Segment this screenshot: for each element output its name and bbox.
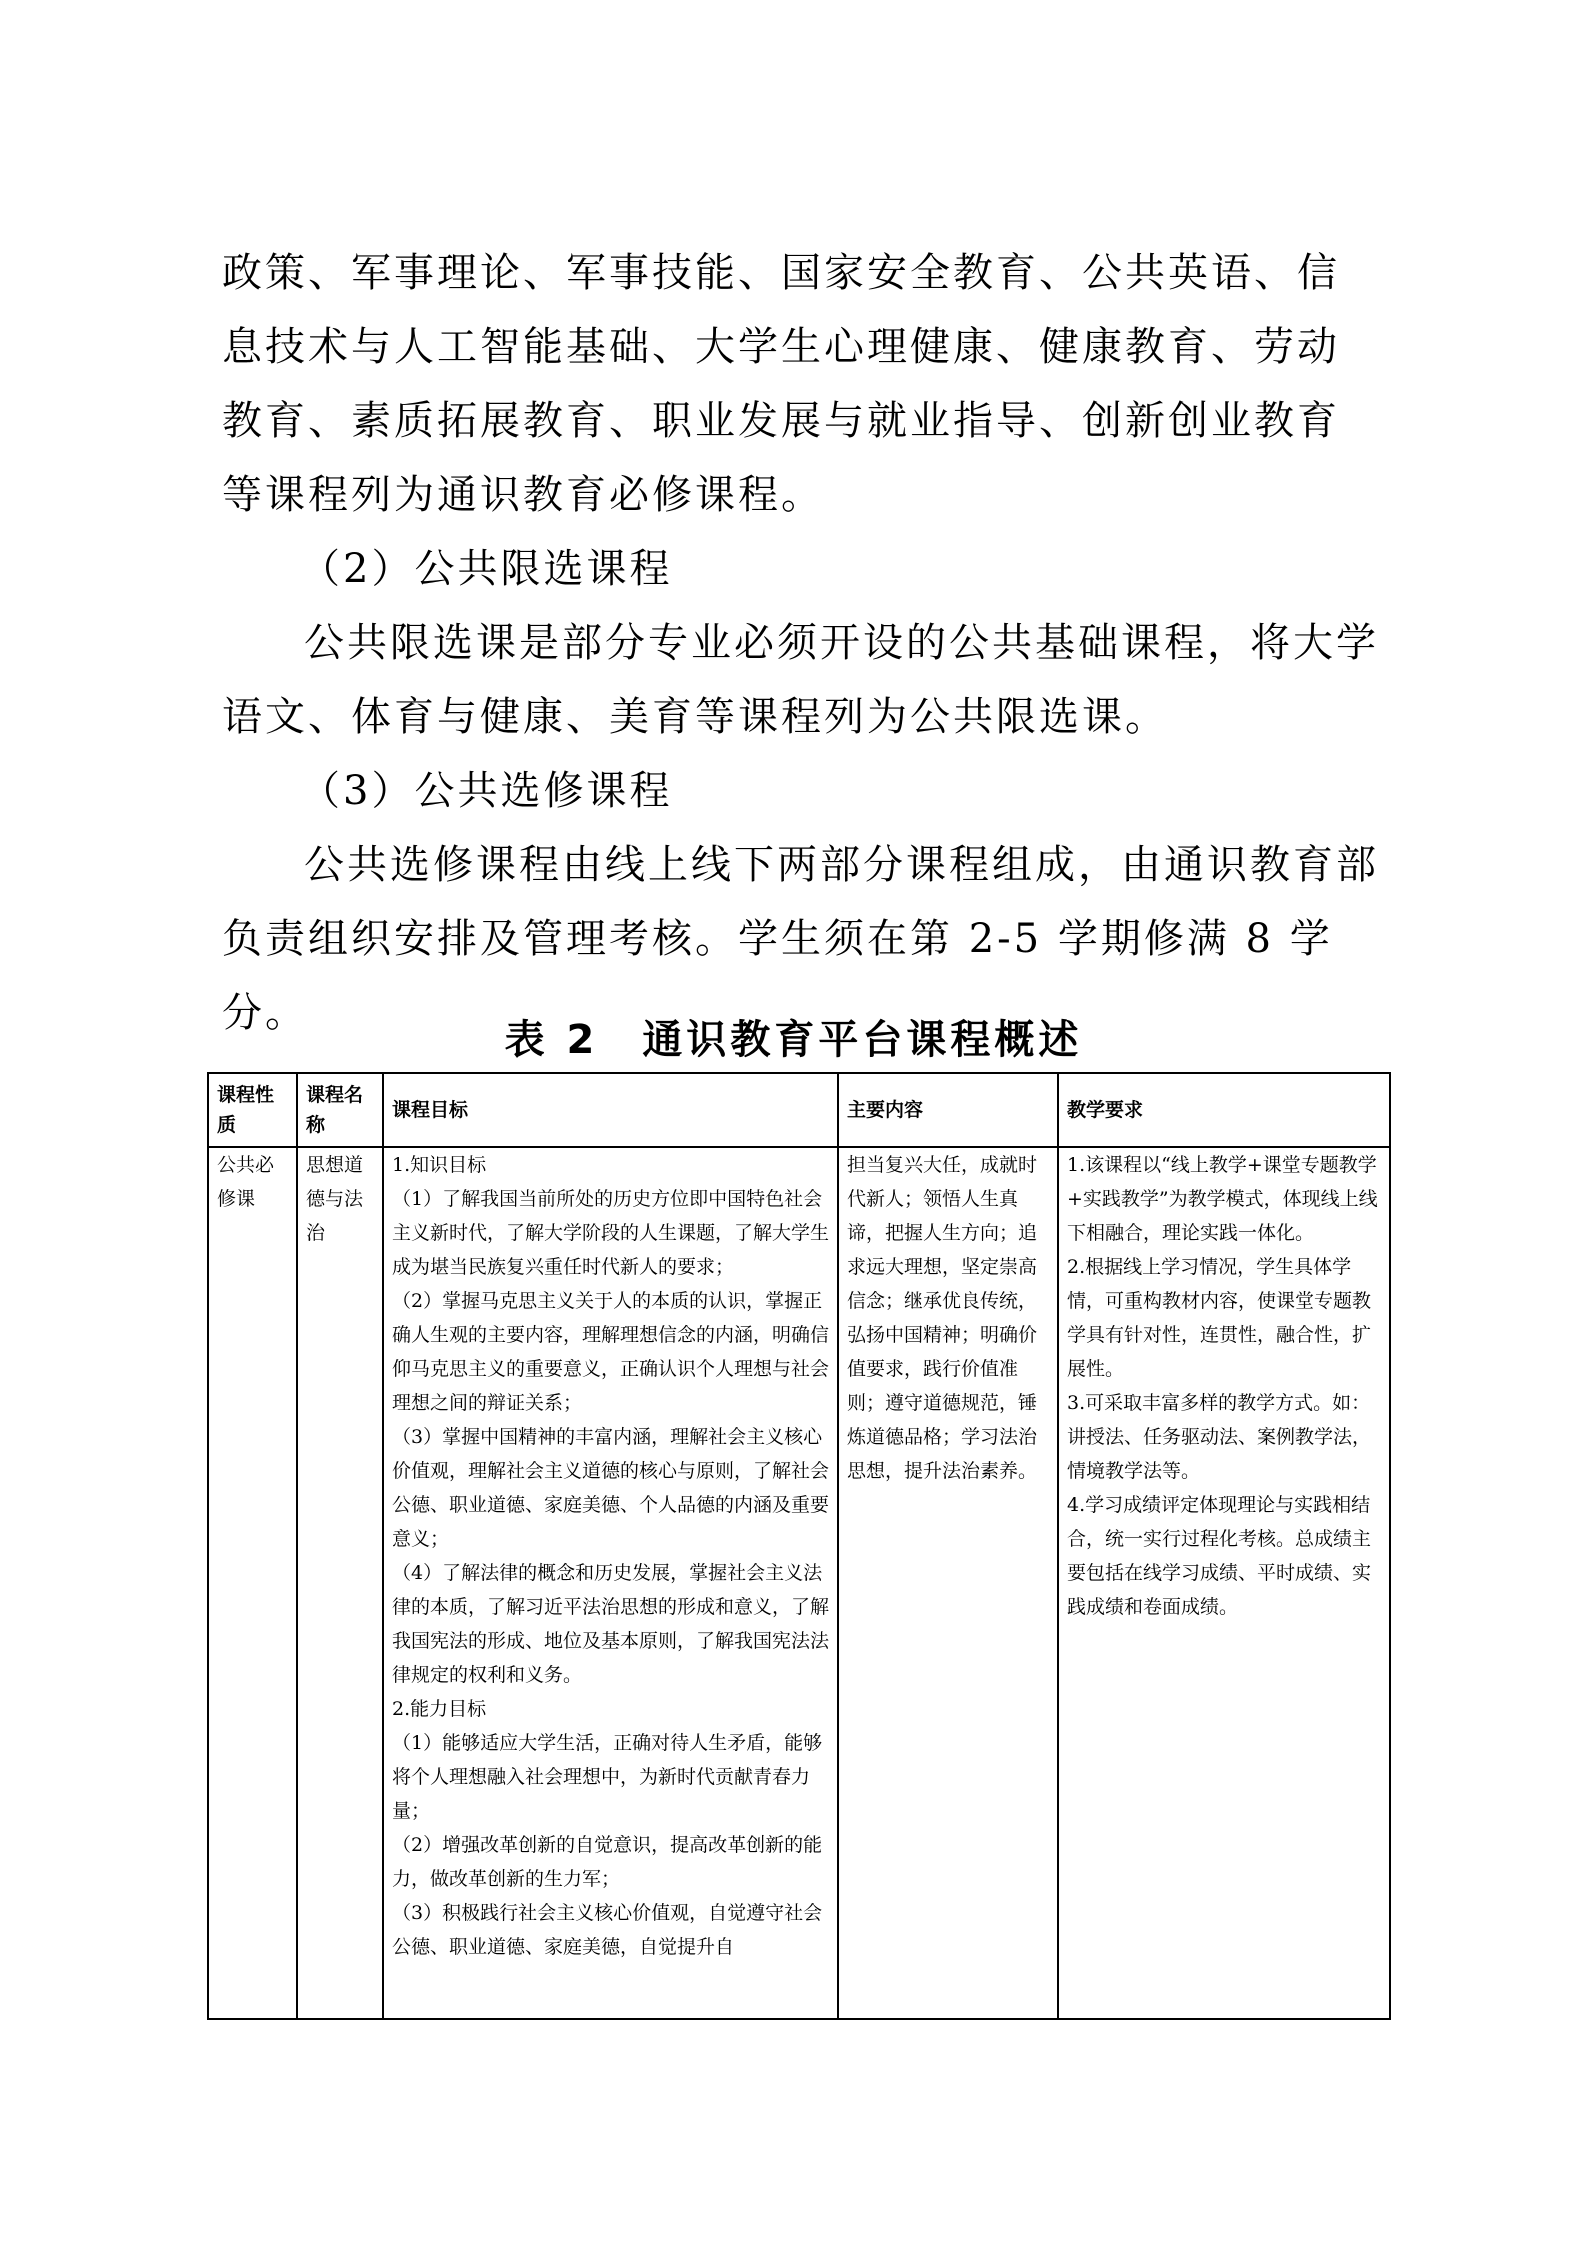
requirement-line: 4.学习成绩评定体现理论与实践相结合，统一实行过程化考核。总成绩主要包括在线学习成绩、平时成绩、实践成绩和卷面成绩。 <box>1067 1494 1372 1618</box>
paragraph-public-elective: 公共选修课程由线上线下两部分课程组成，由通识教育部负责组织安排及管理考核。学生须在第 2-5 学期修满 8 学分。 <box>222 842 1379 1036</box>
table-row <box>208 1147 1390 2019</box>
goal-line: （1）了解我国当前所处的历史方位即中国特色社会主义新时代，了解大学阶段的人生课题，了解大学生成为堪当民族复兴重任时代新人的要求； <box>392 1188 830 1278</box>
header-course-nature: 课程性质 <box>208 1073 297 1147</box>
table-title: 表 2 通识教育平台课程概述 <box>504 1017 1083 1063</box>
paragraph-general-required-courses: 政策、军事理论、军事技能、国家安全教育、公共英语、信息技术与人工智能基础、大学生心理健康、健康教育、劳动教育、素质拓展教育、职业发展与就业指导、创新创业教育等课程列为通识教育必修课程。 <box>222 250 1340 518</box>
main-content-text: 担当复兴大任，成就时代新人；领悟人生真谛，把握人生方向；追求远大理想，坚定崇高信念；继承优良传统，弘扬中国精神；明确价值要求，践行价值准则；遵守道德规范，锤炼道德品格；学习法治思想，提升法治素养。 <box>847 1154 1038 1482</box>
header-course-goals: 课程目标 <box>383 1073 838 1147</box>
heading-public-elective: （3）公共选修课程 <box>300 768 673 814</box>
cell-teaching-requirements <box>1058 1147 1390 2019</box>
paragraph-public-limited-elective: 公共限选课是部分专业必须开设的公共基础课程，将大学语文、体育与健康、美育等课程列为公共限选课。 <box>222 620 1379 740</box>
course-nature-text: 公共必修课 <box>217 1154 275 1210</box>
goal-line: （1）能够适应大学生活，正确对待人生矛盾，能够将个人理想融入社会理想中，为新时代贡献青春力量； <box>392 1732 823 1822</box>
requirement-line: 3.可采取丰富多样的教学方式。如：讲授法、任务驱动法、案例教学法，情境教学法等。 <box>1067 1392 1372 1482</box>
heading-public-limited-elective: （2）公共限选课程 <box>300 546 673 592</box>
goal-line: 1.知识目标 <box>392 1154 487 1176</box>
course-name-text: 思想道德与法治 <box>306 1154 364 1244</box>
cell-course-goals <box>383 1147 838 2019</box>
cell-course-name <box>297 1147 383 2019</box>
requirement-line: 1.该课程以“线上教学+课堂专题教学+实践教学”为教学模式，体现线上线下相融合，理论实践一体化。 <box>1067 1154 1378 1244</box>
header-course-name: 课程名称 <box>297 1073 383 1147</box>
goal-line: （2）掌握马克思主义关于人的本质的认识，掌握正确人生观的主要内容，理解理想信念的内涵，明确信仰马克思主义的重要意义，正确认识个人理想与社会理想之间的辩证关系； <box>392 1290 830 1414</box>
goal-line: （2）增强改革创新的自觉意识，提高改革创新的能力，做改革创新的生力军； <box>392 1834 823 1890</box>
goal-line: （3）积极践行社会主义核心价值观，自觉遵守社会公德、职业道德、家庭美德，自觉提升自 <box>392 1902 823 1958</box>
header-teaching-requirements: 教学要求 <box>1058 1073 1390 1147</box>
course-overview-table <box>207 1072 1391 2020</box>
goal-line: （3）掌握中国精神的丰富内涵，理解社会主义核心价值观，理解社会主义道德的核心与原则，了解社会公德、职业道德、家庭美德、个人品德的内涵及重要意义； <box>392 1426 830 1550</box>
header-main-content: 主要内容 <box>838 1073 1058 1147</box>
goal-line: 2.能力目标 <box>392 1698 487 1720</box>
goal-line: （4）了解法律的概念和历史发展，掌握社会主义法律的本质，了解习近平法治思想的形成和意义，了解我国宪法的形成、地位及基本原则，了解我国宪法法律规定的权利和义务。 <box>392 1562 830 1686</box>
cell-main-content <box>838 1147 1058 2019</box>
cell-course-nature <box>208 1147 297 2019</box>
table-header-row <box>208 1073 1390 1147</box>
requirement-line: 2.根据线上学习情况，学生具体学情，可重构教材内容，使课堂专题教学具有针对性，连贯性，融合性，扩展性。 <box>1067 1256 1372 1380</box>
